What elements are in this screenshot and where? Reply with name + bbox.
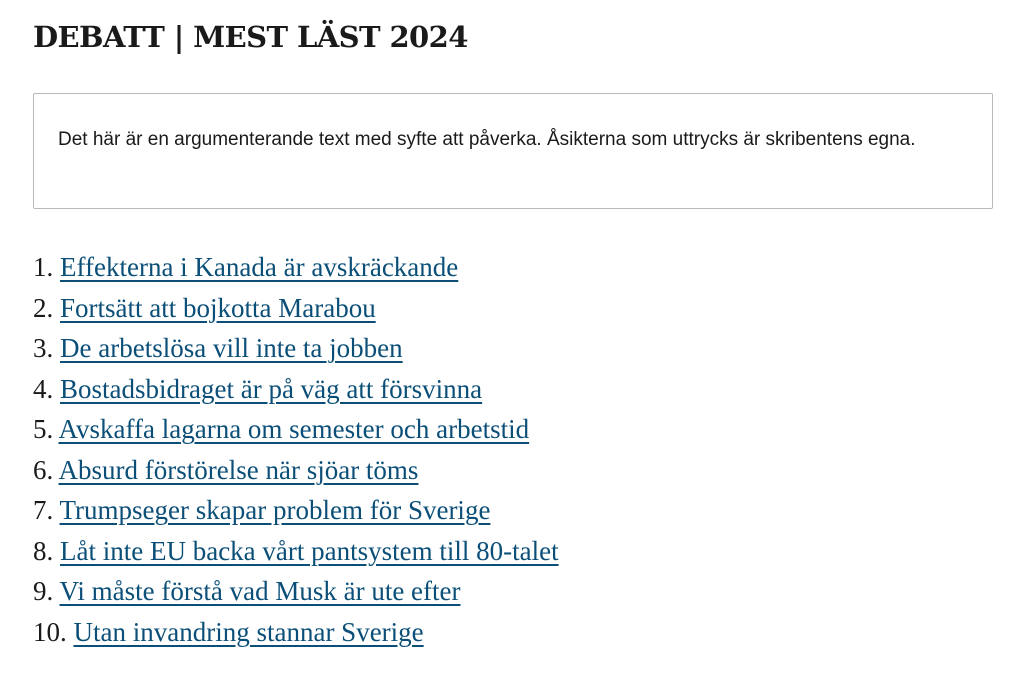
list-item <box>33 288 993 329</box>
list-item-number: 4. <box>33 373 54 404</box>
list-item <box>33 369 993 410</box>
article-link[interactable]: Absurd förstörelse när sjöar töms <box>58 454 419 485</box>
list-item <box>33 612 993 653</box>
list-item-number: 1. <box>33 252 54 282</box>
list-item <box>33 490 993 531</box>
list-item-number: 7. <box>33 495 54 525</box>
opinion-disclaimer-box <box>33 93 993 209</box>
page-title: DEBATT | MEST LÄST 2024 <box>33 20 468 54</box>
list-item <box>33 247 993 288</box>
list-item <box>33 531 993 572</box>
article-link[interactable]: Trumpseger skapar problem för Sverige <box>59 495 491 525</box>
article-link[interactable]: Avskaffa lagarna om semester och arbetstid <box>58 414 530 444</box>
list-item-number: 6. <box>33 454 54 485</box>
list-item <box>33 328 993 369</box>
article-link[interactable]: Vi måste förstå vad Musk är ute efter <box>59 576 461 606</box>
article-link[interactable]: Utan invandring stannar Sverige <box>73 616 424 647</box>
list-item-number: 9. <box>33 576 54 606</box>
list-item-number: 2. <box>33 292 54 323</box>
article-link[interactable]: De arbetslösa vill inte ta jobben <box>60 333 403 363</box>
article-link[interactable]: Bostadsbidraget är på väg att försvinna <box>60 373 483 404</box>
page-content <box>33 0 993 652</box>
article-link[interactable]: Fortsätt att bojkotta Marabou <box>60 292 376 323</box>
article-link[interactable]: Effekterna i Kanada är avskräckande <box>60 252 459 282</box>
list-item <box>33 409 993 450</box>
list-item <box>33 450 993 491</box>
list-item-number: 10. <box>33 616 67 647</box>
list-item-number: 5. <box>33 414 54 444</box>
disclaimer-text: Det här är en argumenterande text med syfte att påverka. Åsikterna som uttrycks är skribentens egna. <box>58 129 916 150</box>
list-item-number: 8. <box>33 535 54 566</box>
list-item-number: 3. <box>33 333 54 363</box>
article-link[interactable]: Låt inte EU backa vårt pantsystem till 80-talet <box>60 535 559 566</box>
list-item <box>33 571 993 612</box>
most-read-list <box>33 247 993 652</box>
